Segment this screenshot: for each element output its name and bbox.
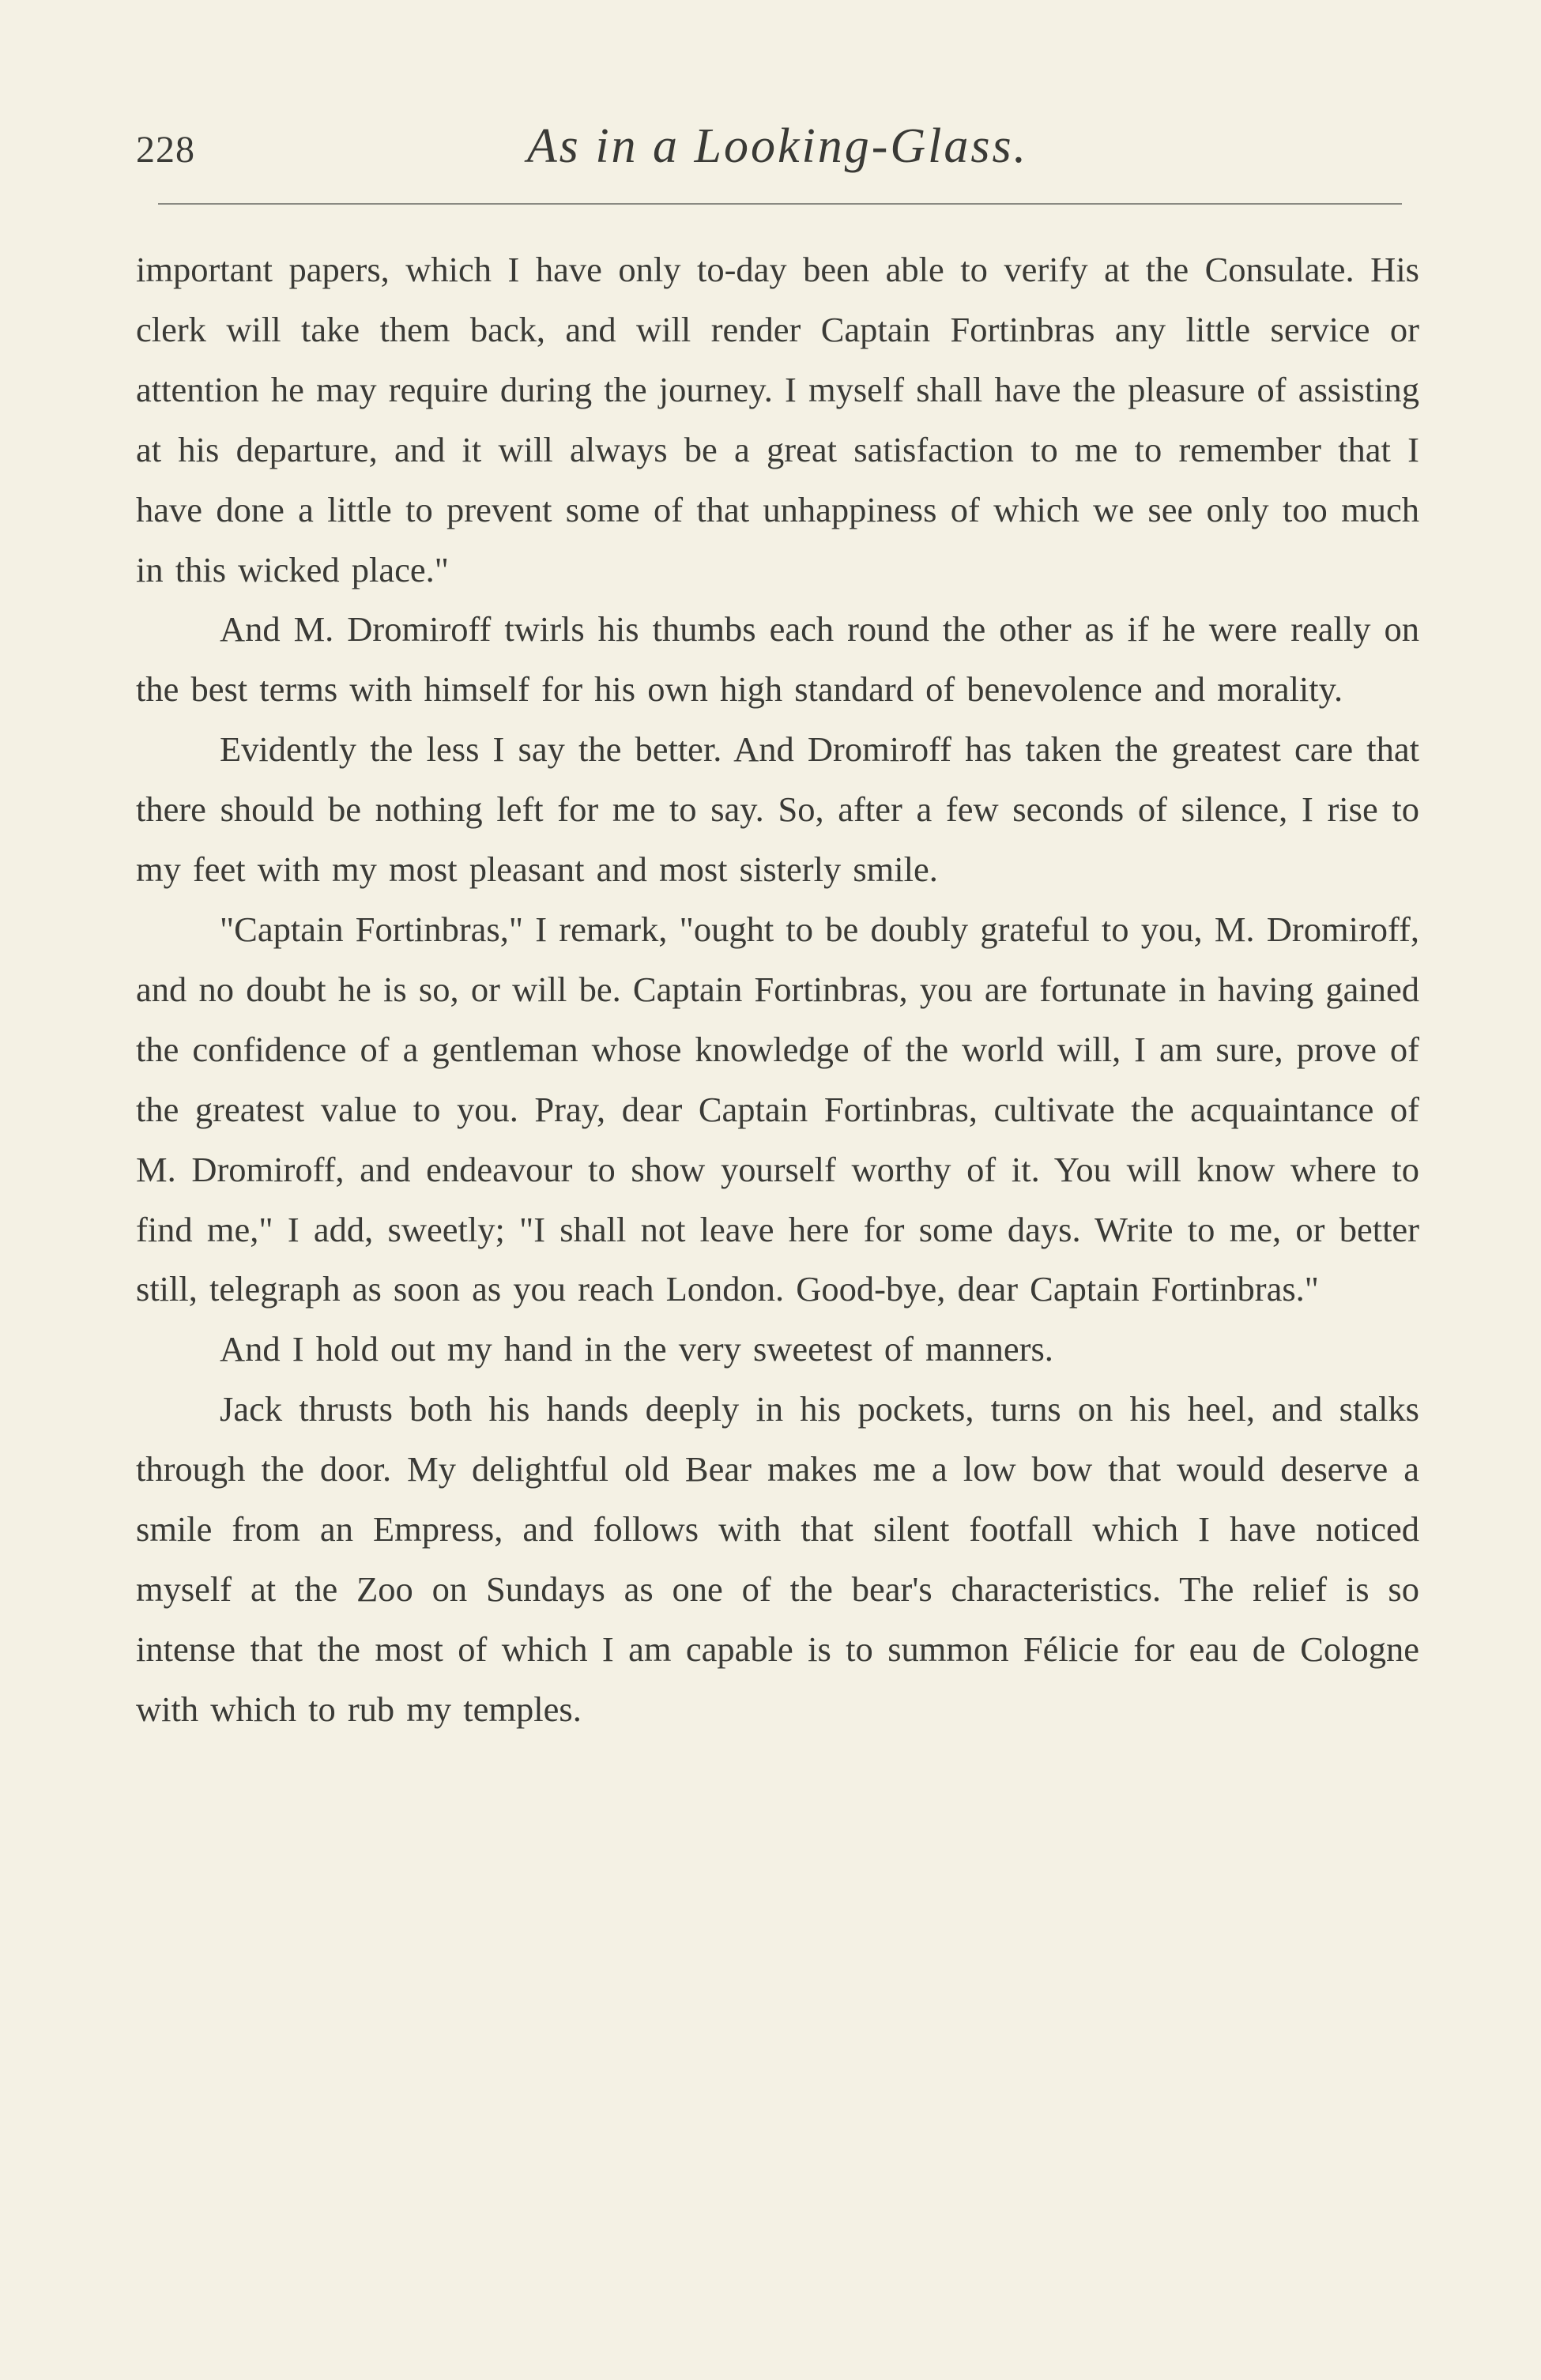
page-number: 228	[136, 129, 195, 171]
paragraph: "Captain Fortinbras," I remark, "ought to be doubly grateful to you, M. Dromiroff, and no doubt he is so, or will be. Captain Fortinbras, you are fortunate in having gained the confidence of a gentleman whose knowledge of the world will, I am sure, prove of the greatest value to you. Pray, dear Captain Fortinbras, cultivate the acquaintance of M. Dromiroff, and endeavour to show yourself worthy of it. You will know where to find me," I add, sweetly; "I shall not leave here for some days. Write to me, or better still, telegraph as soon as you reach London. Good-bye, dear Captain Fortinbras."	[136, 909, 1419, 1309]
paragraph: Jack thrusts both his hands deeply in his pockets, turns on his heel, and stalks through the door. My delightful old Bear makes me a low bow that would deserve a smile from an Empress, and follows with that silent footfall which I have noticed myself at the Zoo on Sundays as one of the bear's characteristics. The relief is so intense that the most of which I am capable is to summon Félicie for eau de Cologne with which to rub my temples.	[136, 1389, 1419, 1729]
paragraph: And I hold out my hand in the very sweetest of manners.	[220, 1329, 1053, 1369]
paragraph: And M. Dromiroff twirls his thumbs each round the other as if he were really on the best terms with himself for his own high standard of benevolence and morality.	[136, 609, 1419, 710]
book-page	[136, 0, 1419, 2380]
header-rule	[158, 203, 1402, 205]
paragraph: Evidently the less I say the better. And Dromiroff has taken the greatest care that there should be nothing left for me to say. So, after a few seconds of silence, I rise to my feet with my most pleasant and most sisterly smile.	[136, 729, 1419, 890]
running-head	[136, 119, 1419, 174]
running-title: As in a Looking-Glass.	[526, 119, 1029, 173]
paragraph: important papers, which I have only to-day been able to verify at the Consulate. His clerk will take them back, and will render Captain Fortinbras any little service or attention he may require during the journey. I myself shall have the pleasure of assisting at his departure, and it will always be a great satisfaction to me to remember that I have done a little to prevent some of that unhappiness of which we see only too much in this wicked place."	[136, 250, 1419, 589]
body-text	[136, 240, 1419, 1740]
